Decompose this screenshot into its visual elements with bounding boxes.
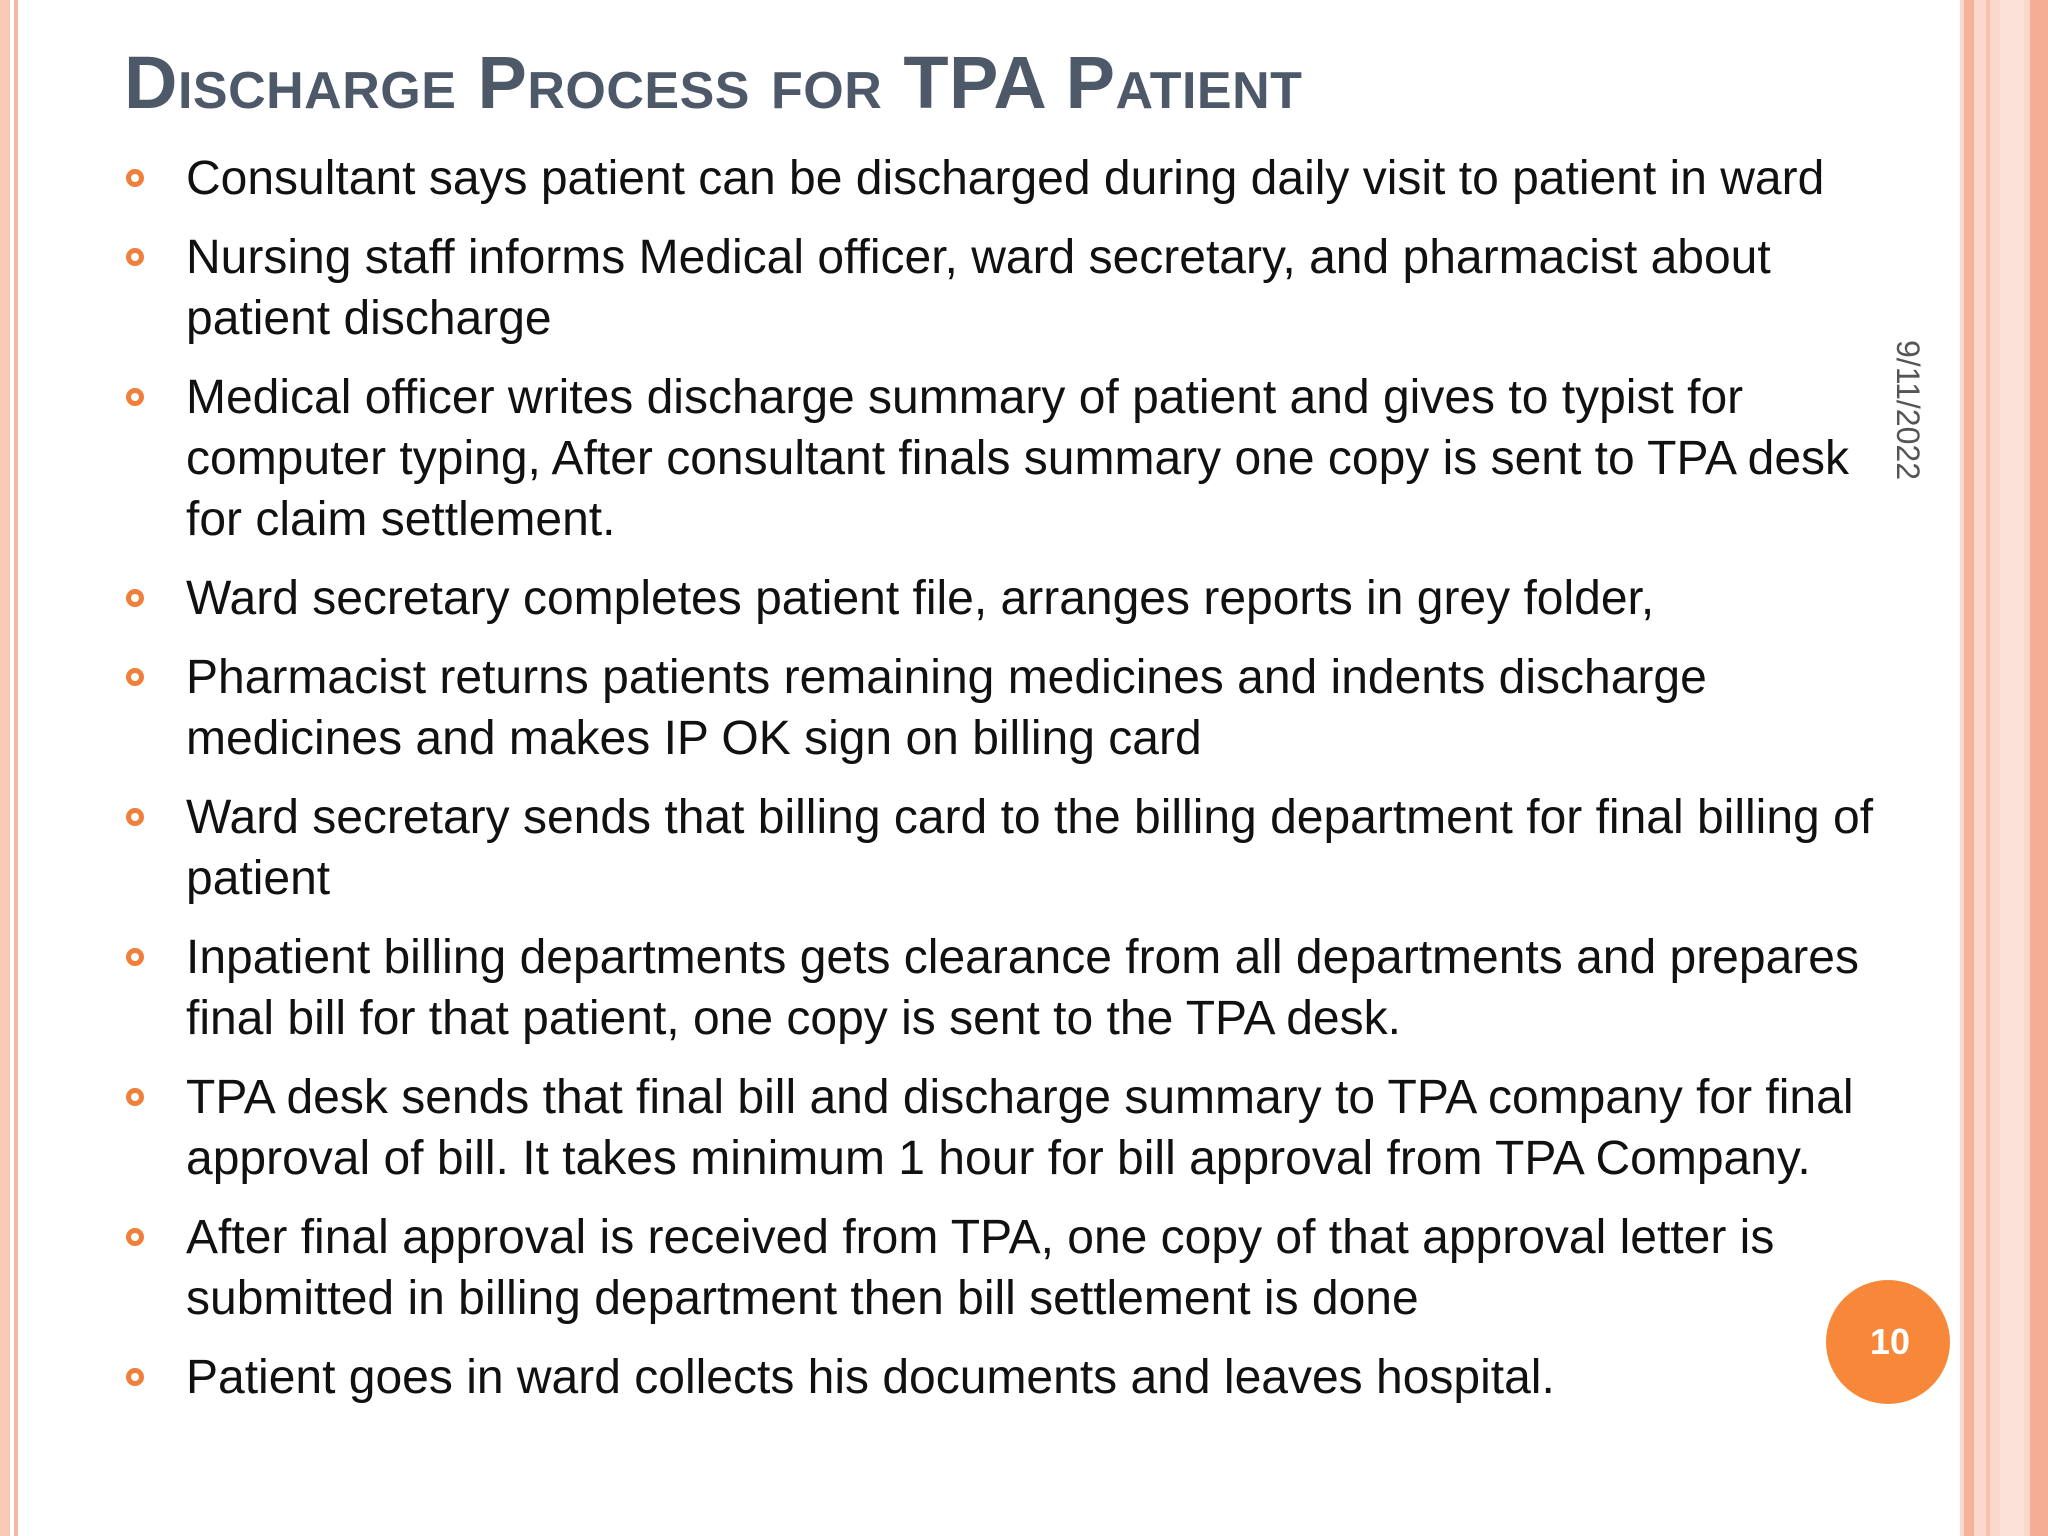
bullet-item: [124, 647, 1884, 769]
bullet-text: Patient goes in ward collects his documents and leaves hospital.: [186, 1351, 1555, 1404]
bullet-item: [124, 367, 1884, 550]
ring-bullet-icon: [126, 1228, 144, 1246]
bullet-item: [124, 568, 1884, 629]
ring-bullet-icon: [126, 169, 144, 187]
bullet-text: TPA desk sends that final bill and discharge summary to TPA company for final approval of bill. It takes minimum 1 hour for bill approval from TPA Company.: [186, 1071, 1854, 1185]
page-number-badge: 10: [1826, 1280, 1950, 1404]
bullet-text: Ward secretary completes patient file, arranges reports in grey folder,: [186, 572, 1655, 625]
left-decor-stripe-thin: [14, 0, 18, 1536]
ring-bullet-icon: [126, 1088, 144, 1106]
right-decor-stripe: [1986, 0, 1990, 1536]
right-decor-stripe: [1964, 0, 1974, 1536]
ring-bullet-icon: [126, 948, 144, 966]
bullet-list: [124, 148, 1884, 1426]
ring-bullet-icon: [126, 1368, 144, 1386]
bullet-item: [124, 227, 1884, 349]
right-decor-stripe: [2030, 0, 2048, 1536]
bullet-item: [124, 1067, 1884, 1189]
ring-bullet-icon: [126, 388, 144, 406]
bullet-text: Pharmacist returns patients remaining medicines and indents discharge medicines and makes IP OK sign on billing card: [186, 651, 1707, 765]
bullet-item: [124, 787, 1884, 909]
bullet-text: Consultant says patient can be discharged during daily visit to patient in ward: [186, 152, 1825, 205]
bullet-text: Medical officer writes discharge summary of patient and gives to typist for computer typing, After consultant finals summary one copy is sent to TPA desk for claim settlement.: [186, 371, 1850, 546]
ring-bullet-icon: [126, 248, 144, 266]
bullet-item: [124, 1347, 1884, 1408]
bullet-text: Ward secretary sends that billing card to the billing department for final billing of patient: [186, 791, 1874, 905]
slide-date: 9/11/2022: [1890, 340, 1926, 480]
bullet-text: Inpatient billing departments gets clearance from all departments and prepares final bill for that patient, one copy is sent to the TPA desk.: [186, 931, 1859, 1045]
ring-bullet-icon: [126, 589, 144, 607]
bullet-item: [124, 927, 1884, 1049]
slide-title: Discharge Process for TPA Patient: [124, 41, 1303, 124]
left-decor-stripe: [0, 0, 10, 1536]
ring-bullet-icon: [126, 668, 144, 686]
bullet-item: [124, 1207, 1884, 1329]
bullet-text: After final approval is received from TPA, one copy of that approval letter is submitted in billing department then bill settlement is done: [186, 1211, 1775, 1325]
bullet-text: Nursing staff informs Medical officer, ward secretary, and pharmacist about patient discharge: [186, 231, 1771, 345]
bullet-item: [124, 148, 1884, 209]
ring-bullet-icon: [126, 808, 144, 826]
right-decor-stripe: [2000, 0, 2024, 1536]
